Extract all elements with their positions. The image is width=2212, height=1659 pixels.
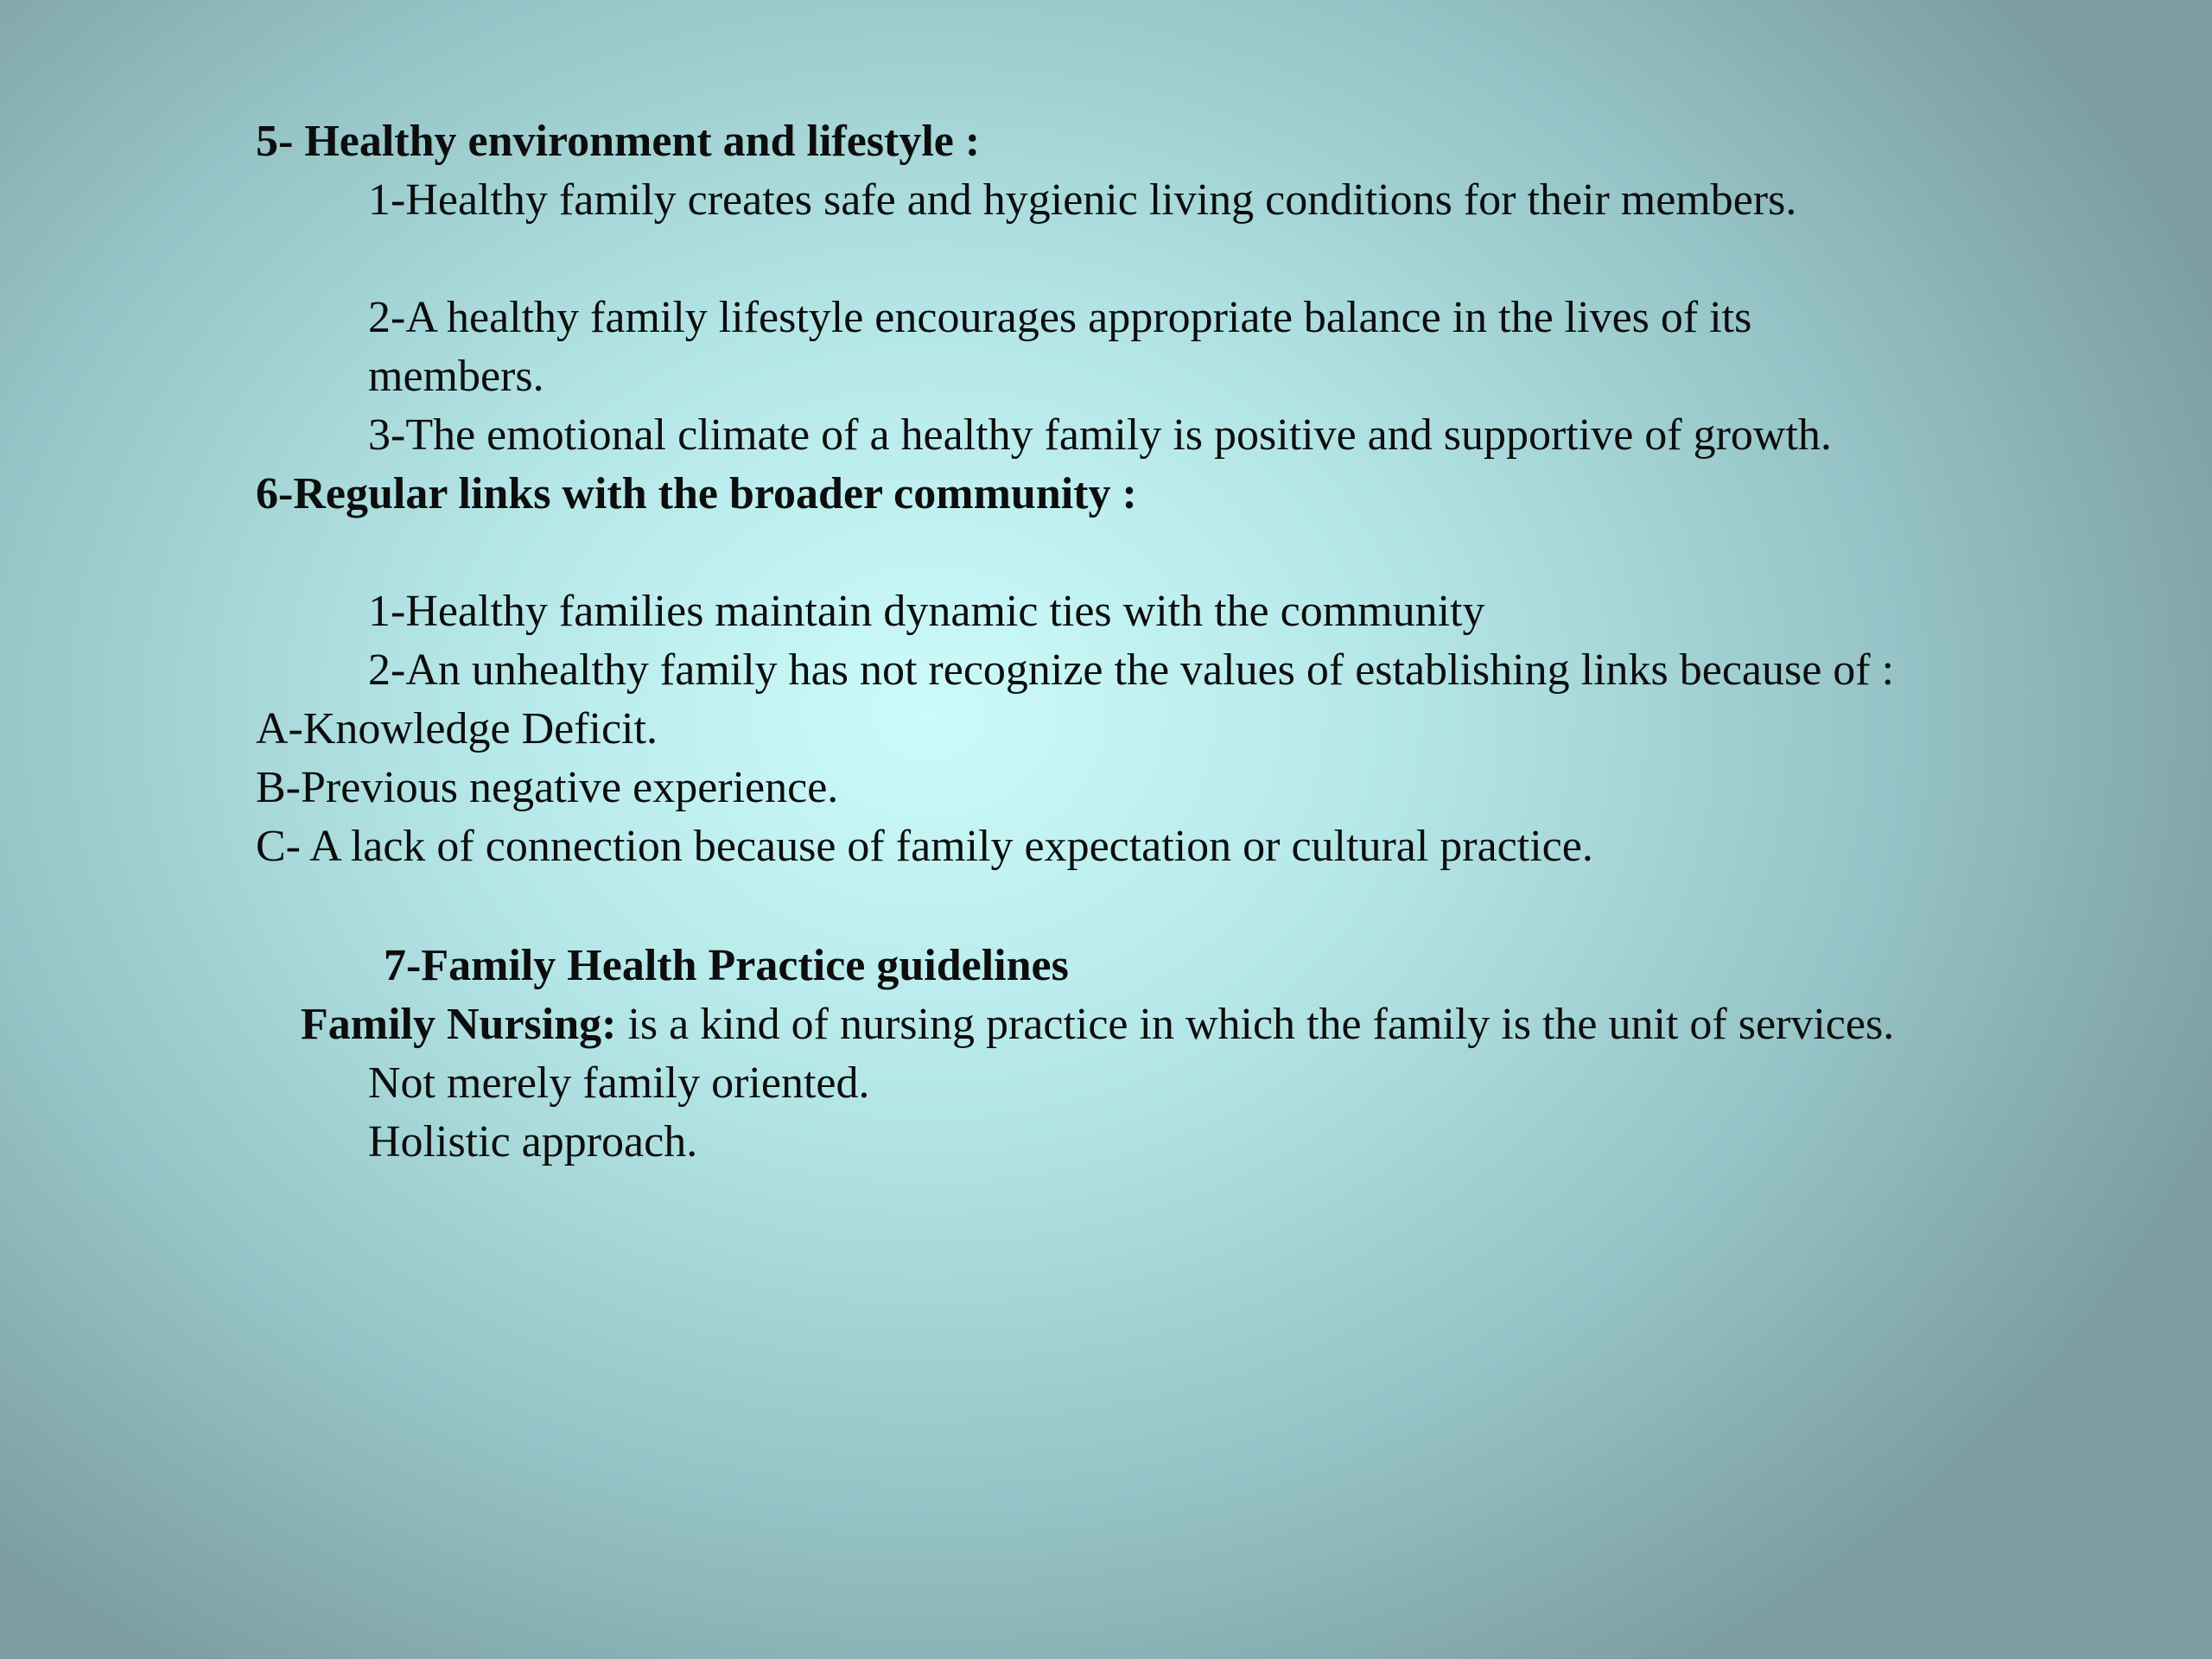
section6-heading: 6-Regular links with the broader community : — [256, 469, 1137, 518]
section5-heading: 5- Healthy environment and lifestyle : — [256, 117, 981, 166]
section7-point2: Holistic approach. — [368, 1117, 698, 1166]
section6-item2: 2-An unhealthy family has not recognize the values of establishing links because of : — [368, 645, 1895, 695]
section6-item1: 1-Healthy families maintain dynamic ties with the community — [368, 587, 1485, 636]
definition-text: is a kind of nursing practice in which the family is the unit of services. — [616, 1000, 1895, 1049]
section7-definition — [301, 995, 1894, 1054]
section5-item2-line1: 2-A healthy family lifestyle encourages appropriate balance in the lives of its — [368, 293, 1752, 342]
section6-reason-c: C- A lack of connection because of family expectation or cultural practice. — [256, 822, 1593, 871]
section6-reason-a: A-Knowledge Deficit. — [256, 704, 658, 753]
section7-heading: 7-Family Health Practice guidelines — [384, 941, 1069, 990]
section5-item1: 1-Healthy family creates safe and hygienic living conditions for their members. — [368, 175, 1797, 225]
definition-term: Family Nursing: — [301, 1000, 617, 1049]
section6-reason-b: B-Previous negative experience. — [256, 763, 839, 812]
section5-item3: 3-The emotional climate of a healthy family is positive and supportive of growth. — [368, 410, 1832, 460]
section5-item2-line2: members. — [368, 352, 544, 401]
section7-point1: Not merely family oriented. — [368, 1058, 870, 1108]
